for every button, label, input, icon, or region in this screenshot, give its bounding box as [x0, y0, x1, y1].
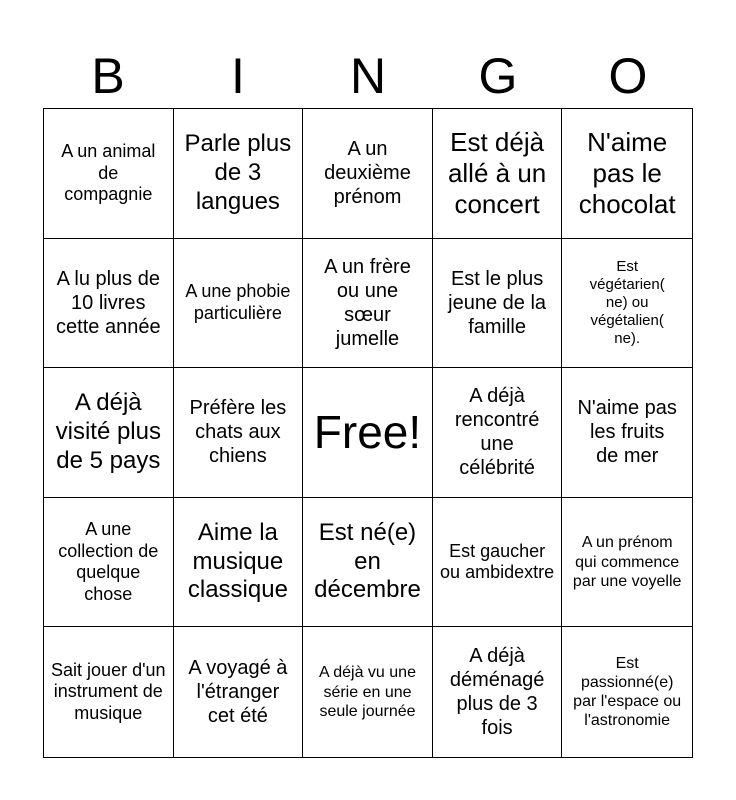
- bingo-cell-r1c2[interactable]: [174, 109, 304, 239]
- bingo-cell-r4c5[interactable]: [562, 498, 692, 628]
- bingo-cell-r1c4[interactable]: [433, 109, 563, 239]
- cell-text: A déjà déménagé plus de 3 fois: [449, 645, 545, 740]
- cell-text: Est né(e) en décembre: [314, 518, 421, 604]
- cell-text: A déjà vu une série en une seule journée: [319, 664, 416, 720]
- cell-text: Est le plus jeune de la famille: [448, 267, 547, 338]
- bingo-cell-r4c3[interactable]: [303, 498, 433, 628]
- header-letter-o: O: [608, 48, 648, 104]
- bingo-cell-r5c5[interactable]: [562, 627, 692, 757]
- cell-text: Est végétarien(ne) ou végétalien(ne).: [589, 257, 665, 347]
- bingo-grid: [43, 108, 693, 758]
- header-letter-n: N: [349, 48, 387, 104]
- bingo-cell-r4c1[interactable]: [44, 498, 174, 628]
- cell-text: A lu plus de 10 livres cette année: [56, 267, 161, 338]
- bingo-cell-r4c4[interactable]: [433, 498, 563, 628]
- bingo-cell-r1c1[interactable]: [44, 109, 174, 239]
- bingo-cell-r3c4[interactable]: [433, 368, 563, 498]
- bingo-header: [43, 44, 693, 108]
- bingo-cell-r4c2[interactable]: [174, 498, 304, 628]
- header-letter-b: B: [91, 48, 125, 104]
- free-space-text: Free!: [313, 406, 422, 459]
- cell-text: A une phobie particulière: [185, 281, 291, 323]
- cell-text: A déjà rencontré une célébrité: [454, 385, 540, 480]
- cell-text: Est passionné(e) par l'espace ou l'astronomie: [573, 654, 682, 730]
- bingo-cell-r1c3[interactable]: [303, 109, 433, 239]
- bingo-cell-r2c2[interactable]: [174, 239, 304, 369]
- cell-text: Aime la musique classique: [187, 518, 288, 604]
- bingo-cell-r5c1[interactable]: [44, 627, 174, 757]
- bingo-cell-r1c5[interactable]: [562, 109, 692, 239]
- bingo-cell-r3c5[interactable]: [562, 368, 692, 498]
- cell-text: N'aime pas les fruits de mer: [577, 397, 677, 468]
- cell-text: A une collection de quelque chose: [58, 518, 159, 604]
- cell-text: Est déjà allé à un concert: [447, 126, 547, 219]
- bingo-cell-r3c1[interactable]: [44, 368, 174, 498]
- bingo-cell-r2c1[interactable]: [44, 239, 174, 369]
- cell-text: Sait jouer d'un instrument de musique: [51, 659, 166, 723]
- cell-text: Est gaucher ou ambidextre: [440, 540, 555, 583]
- cell-text: A déjà visité plus de 5 pays: [55, 389, 161, 474]
- bingo-cell-r2c5[interactable]: [562, 239, 692, 369]
- cell-text: Parle plus de 3 langues: [184, 130, 292, 215]
- bingo-cell-r3c2[interactable]: [174, 368, 304, 498]
- bingo-cell-r2c3[interactable]: [303, 239, 433, 369]
- cell-text: A voyagé à l'étranger cet été: [188, 657, 288, 728]
- cell-text: A un deuxième prénom: [324, 138, 411, 209]
- cell-text: Préfère les chats aux chiens: [189, 397, 287, 468]
- bingo-cell-r5c3[interactable]: [303, 627, 433, 757]
- cell-text: A un animal de compagnie: [61, 140, 156, 205]
- bingo-cell-free[interactable]: [303, 368, 433, 498]
- header-letter-g: G: [478, 48, 518, 104]
- header-letter-i: I: [231, 48, 245, 104]
- bingo-cell-r5c4[interactable]: [433, 627, 563, 757]
- bingo-cell-r5c2[interactable]: [174, 627, 304, 757]
- cell-text: N'aime pas le chocolat: [578, 126, 676, 219]
- bingo-cell-r2c4[interactable]: [433, 239, 563, 369]
- cell-text: A un frère ou une sœur jumelle: [324, 255, 411, 350]
- cell-text: A un prénom qui commence par une voyelle: [572, 534, 682, 590]
